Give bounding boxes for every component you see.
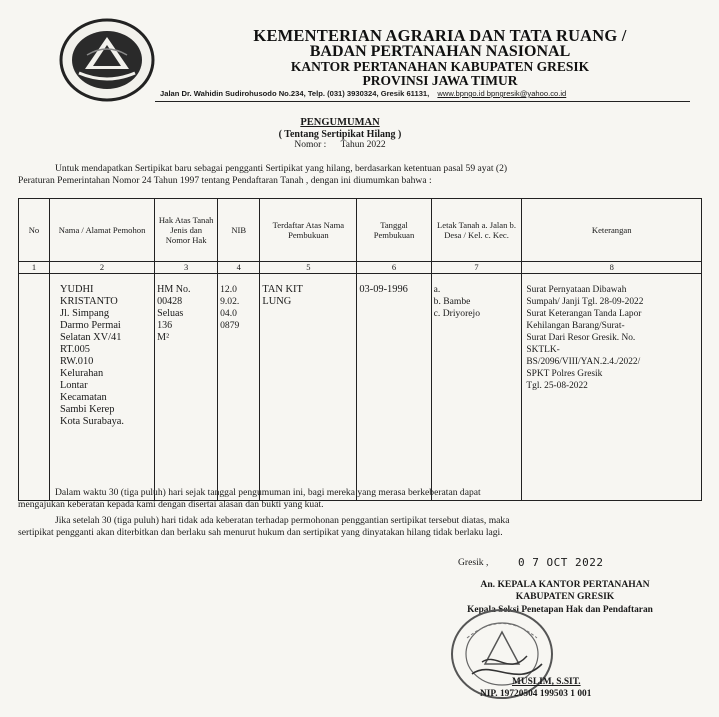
keterangan-line: SKTLK- (526, 345, 560, 355)
nomor-label: Nomor : (294, 140, 327, 150)
nama-line: YUDHI (59, 284, 94, 295)
col-header-tanggal: Tanggal Pembukuan (357, 199, 431, 262)
nama-line: Kecamatan (59, 392, 107, 403)
cell-keterangan (522, 274, 702, 501)
letak-line: a. (433, 284, 441, 295)
keterangan-line: Sumpah/ Janji Tgl. 28-09-2022 (526, 297, 644, 307)
signature-title-1: An. KEPALA KANTOR PERTANAHAN (480, 579, 650, 590)
col-number: 5 (260, 262, 357, 274)
hak-line: Seluas (157, 308, 184, 319)
nama-line: KRISTANTO (59, 296, 118, 307)
website-email-link[interactable]: www.bpngo.id bpngresik@yahoo.co.id (437, 89, 567, 98)
keterangan-line: Surat Keterangan Tanda Lapor (526, 309, 642, 319)
col-header-keterangan: Keterangan (522, 199, 702, 262)
nama-line: Jl. Simpang (59, 308, 110, 319)
col-number: 1 (19, 262, 50, 274)
header-office: KANTOR PERTANAHAN KABUPATEN GRESIK (290, 59, 590, 74)
keterangan-line: BS/2096/VIII/YAN.2.4./2022/ (526, 357, 641, 367)
cell-hak (155, 274, 218, 501)
nama-line: Kota Surabaya. (59, 416, 124, 427)
terdaftar-line: TAN KIT (262, 284, 303, 295)
col-number: 7 (431, 262, 522, 274)
signature-title-2: KABUPATEN GRESIK (515, 591, 615, 602)
signatory-name: MUSLIM, S.SIT. (512, 677, 581, 687)
cell-terdaftar (260, 274, 357, 501)
header-ministry: KEMENTERIAN AGRARIA DAN TATA RUANG / (253, 26, 627, 45)
col-number: 3 (155, 262, 218, 274)
nama-line: Darmo Permai (59, 320, 121, 331)
table-number-row (19, 262, 702, 274)
cell-nib (218, 274, 260, 501)
header-agency: BADAN PERTANAHAN NASIONAL (309, 43, 571, 60)
signature-title-3: Kepala Seksi Penetapan Hak dan Pendaftaran (467, 605, 653, 615)
terdaftar-line: LUNG (262, 296, 292, 307)
nama-line: Selatan XV/41 (59, 332, 122, 343)
cell-tanggal: 03-09-1996 (357, 274, 431, 501)
hak-line: 136 (157, 320, 173, 331)
signature-date-stamp: 0 7 OCT 2022 (518, 556, 604, 569)
keterangan-line: Tgl. 25-08-2022 (526, 381, 588, 391)
letak-line: c. Driyorejo (433, 308, 480, 319)
nomor-value: Tahun 2022 (340, 140, 386, 150)
col-header-no: No (19, 199, 50, 262)
nama-line: RT.005 (59, 344, 91, 355)
announcement-subtitle: ( Tentang Sertipikat Hilang ) (278, 129, 402, 140)
keterangan-line: Surat Dari Resor Gresik. No. (526, 333, 636, 343)
nib-line: 04.0 (220, 308, 237, 319)
col-number: 6 (357, 262, 431, 274)
col-header-letak: Letak Tanah a. Jalan b. Desa / Kel. c. Kec. (431, 199, 522, 262)
nama-line: RW.010 (59, 356, 94, 367)
col-header-nib: NIB (218, 199, 260, 262)
header-province: PROVINSI JAWA TIMUR (362, 73, 518, 88)
keterangan-line: SPKT Polres Gresik (526, 369, 603, 379)
col-header-nama: Nama / Alamat Pemohon (49, 199, 154, 262)
announcement-number (200, 140, 480, 150)
nama-line: Kelurahan (59, 368, 104, 379)
col-header-terdaftar: Terdaftar Atas Nama Pembukuan (260, 199, 357, 262)
cell-no (19, 274, 50, 501)
col-number: 4 (218, 262, 260, 274)
closing-line-2: mengajukan keberatan kepada kami dengan disertai alasan dan bukti yang kuat. (18, 499, 324, 510)
col-number: 8 (522, 262, 702, 274)
nib-line: 12.0 (220, 284, 237, 295)
col-number: 2 (49, 262, 154, 274)
closing-line-4: sertipikat pengganti akan diterbitkan dan berlaku sah menurut hukum dan sertipikat yang dinyatakan hilang tidak berlaku lagi. (18, 527, 503, 538)
nib-line: 0879 (220, 320, 240, 331)
nama-line: Sambi Kerep (59, 404, 115, 415)
announcement-title: PENGUMUMAN (300, 117, 380, 128)
keterangan-line: Kehilangan Barang/Surat- (526, 321, 625, 331)
hak-line: M² (157, 332, 170, 343)
hak-line: 00428 (157, 296, 183, 307)
cell-letak (431, 274, 522, 501)
letak-line: b. Bambe (433, 296, 471, 307)
header-address (160, 89, 700, 98)
bpn-logo (57, 15, 157, 105)
signatory-nip: NIP. 19720504 199503 1 001 (480, 689, 592, 699)
closing-line-3: Jika setelah 30 (tiga puluh) hari tidak ada keberatan terhadap permohonan penggantian sertipikat tersebut diatas, maka (55, 515, 510, 526)
nama-line: Lontar (59, 380, 88, 391)
keterangan-line: Surat Pernyataan Dibawah (526, 285, 627, 295)
hak-line: HM No. (157, 284, 191, 295)
closing-line-1: Dalam waktu 30 (tiga puluh) hari sejak tanggal pengumuman ini, bagi mereka yang merasa berkeberatan dapat (55, 487, 481, 498)
col-header-hak: Hak Atas Tanah Jenis dan Nomor Hak (155, 199, 218, 262)
signature-place: Gresik , (458, 557, 489, 568)
certificate-table (18, 198, 702, 501)
table-header-row (19, 199, 702, 262)
intro-line-1: Untuk mendapatkan Sertipikat baru sebagai pengganti Sertipikat yang hilang, berdasarkan ketentuan pasal 59 ayat (2) (55, 163, 508, 174)
address-text: Jalan Dr. Wahidin Sudirohusodo No.234, Telp. (031) 3930324, Gresik 61131, (160, 89, 430, 98)
cell-nama (49, 274, 154, 501)
intro-line-2: Peraturan Pemerintahan Nomor 24 Tahun 1997 tentang Pendaftaran Tanah , dengan ini diumumkan bahwa : (18, 175, 432, 186)
nib-line: 9.02. (220, 296, 240, 307)
header-divider (155, 101, 690, 102)
table-row (19, 274, 702, 501)
